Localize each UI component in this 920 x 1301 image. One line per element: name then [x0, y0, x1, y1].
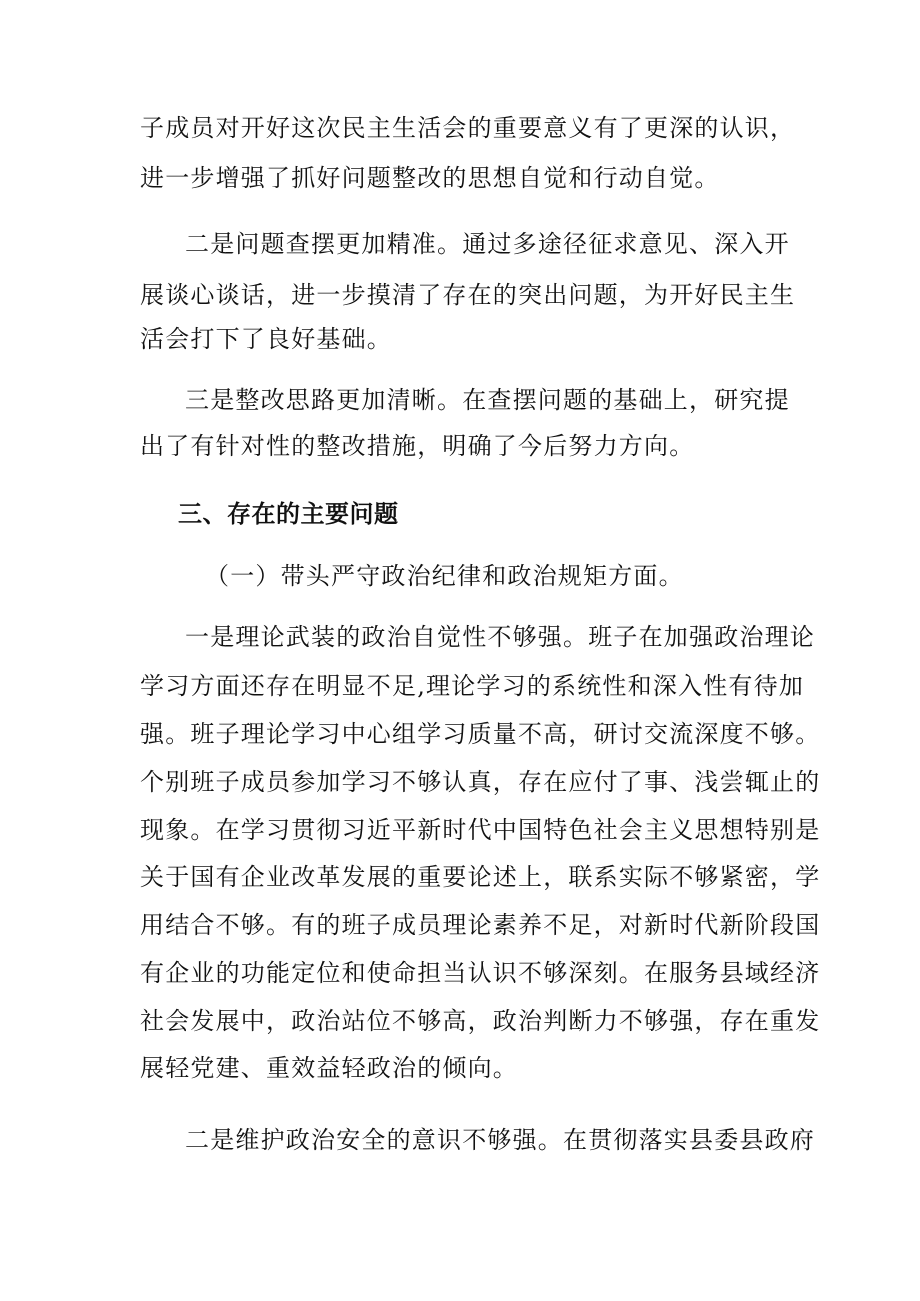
subsection-heading: （一）带头严守政治纪律和政治规矩方面。 — [205, 562, 684, 590]
text-line: 进一步增强了抓好问题整改的思想自觉和行动自觉。 — [140, 164, 720, 192]
text-line: 社会发展中，政治站位不够高，政治判断力不够强，存在重发 — [140, 1007, 821, 1035]
text-line: 学习方面还存在明显不足,理论学习的系统性和深入性有待加 — [140, 672, 805, 700]
text-line: 展谈心谈话，进一步摸清了存在的突出问题，为开好民主生 — [140, 281, 796, 309]
text-line: 强。班子理论学习中心组学习质量不高，研讨交流深度不够。 — [140, 720, 821, 748]
text-line: 展轻党建、重效益轻政治的倾向。 — [140, 1054, 518, 1082]
text-line: 有企业的功能定位和使命担当认识不够深刻。在服务县域经济 — [140, 959, 821, 987]
paragraph-first-line: 一是理论武装的政治自觉性不够强。班子在加强政治理论 — [185, 623, 815, 651]
section-heading: 三、存在的主要问题 — [178, 500, 399, 528]
text-line: 现象。在学习贯彻习近平新时代中国特色社会主义思想特别是 — [140, 816, 821, 844]
text-line: 子成员对开好这次民主生活会的重要意义有了更深的认识， — [140, 114, 796, 142]
text-line: 出了有针对性的整改措施，明确了今后努力方向。 — [140, 432, 695, 460]
paragraph-first-line: 二是维护政治安全的意识不够强。在贯彻落实县委县政府 — [185, 1126, 815, 1154]
text-line: 活会打下了良好基础。 — [140, 325, 392, 353]
paragraph-first-line: 三是整改思路更加清晰。在查摆问题的基础上，研究提 — [185, 386, 790, 414]
paragraph-first-line: 二是问题查摆更加精准。通过多途径征求意见、深入开 — [185, 230, 790, 258]
text-line: 关于国有企业改革发展的重要论述上，联系实际不够紧密，学 — [140, 863, 821, 891]
text-line: 用结合不够。有的班子成员理论素养不足，对新时代新阶段国 — [140, 911, 821, 939]
text-line: 个别班子成员参加学习不够认真，存在应付了事、浅尝辄止的 — [140, 768, 821, 796]
